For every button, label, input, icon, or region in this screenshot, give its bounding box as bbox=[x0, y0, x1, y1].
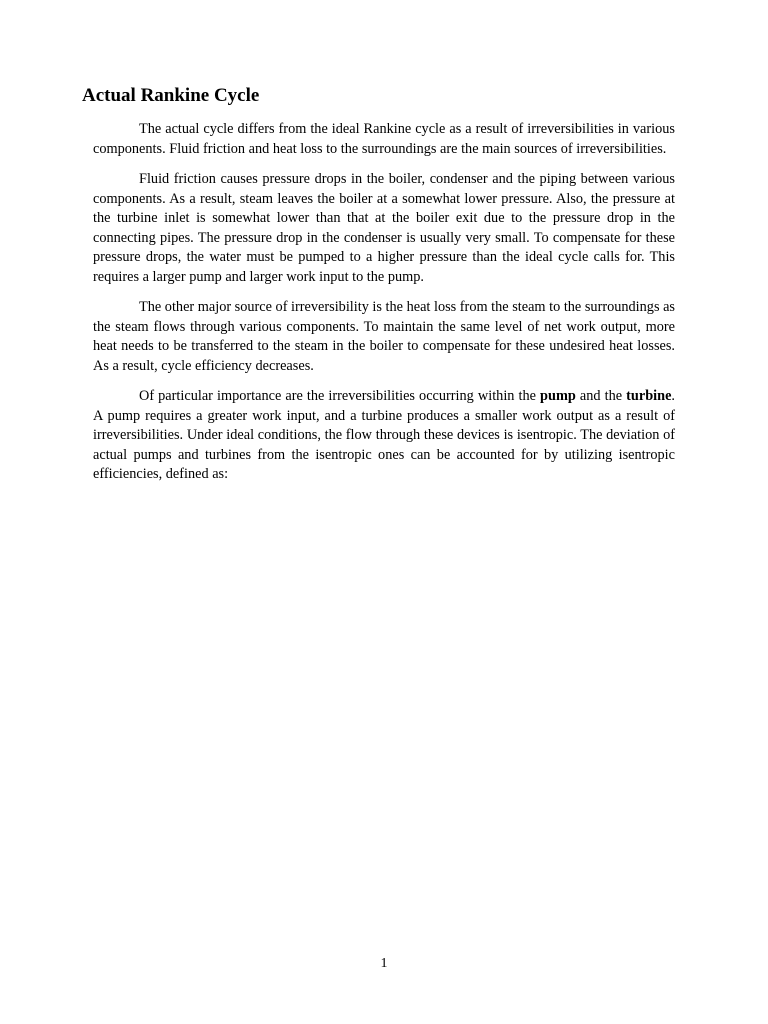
page-number: 1 bbox=[380, 956, 388, 971]
paragraph-text: Of particular importance are the irreversibilities occurring within the bbox=[139, 388, 541, 404]
paragraph-irreversibilities: The actual cycle differs from the ideal Rankine cycle as a result of irreversibilities in various components. Fluid friction and heat loss to the surroundings are the main sources of irreversibilities. bbox=[93, 121, 675, 157]
paragraph-text: . A pump requires a greater work input, and a turbine produces a smaller work output as a result of irreversibilities. Under ideal conditions, the flow through these devices is isentropic. The deviation of actual pumps and turbines from the isentropic ones can be accounted for by utilizing isentropic efficiencies, defined as: bbox=[93, 388, 675, 482]
bold-term-turbine: turbine bbox=[626, 388, 672, 404]
bold-term-pump: pump bbox=[540, 388, 576, 404]
paragraph-pump-turbine bbox=[93, 387, 675, 485]
paragraph-heat-loss: The other major source of irreversibility is the heat loss from the steam to the surroundings as the steam flows through various components. To maintain the same level of net work output, more heat needs to be transferred to the steam in the boiler to compensate for these undesired heat losses. As a result, cycle efficiency decreases. bbox=[93, 299, 676, 374]
paragraph-text: and the bbox=[575, 388, 627, 404]
section-title: Actual Rankine Cycle bbox=[82, 85, 260, 106]
paragraph-fluid-friction: Fluid friction causes pressure drops in the boiler, condenser and the piping between various components. As a result, steam leaves the boiler at a somewhat lower pressure. Also, the pressure at the turbine inlet is somewhat lower than that at the boiler exit due to the pressure drop in the connecting pipes. The pressure drop in the condenser is usually very small. To compensate for these pressure drops, the water must be pumped to a higher pressure than the ideal cycle calls for. This requires a larger pump and larger work input to the pump. bbox=[93, 171, 675, 285]
body-text bbox=[93, 120, 675, 496]
